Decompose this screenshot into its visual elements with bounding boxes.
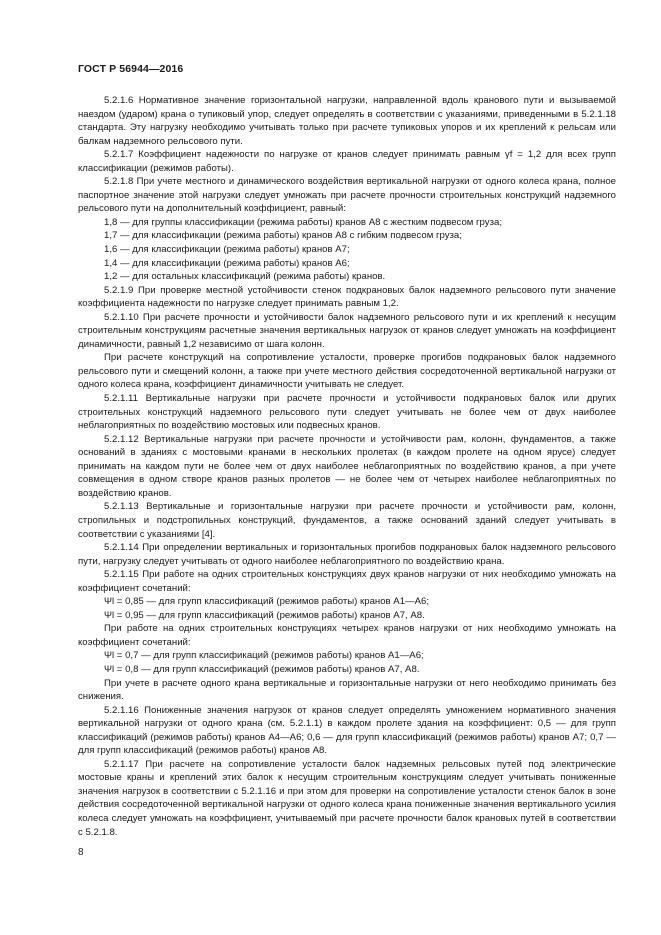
list-item: 1,7 — для классификации (режима работы) кранов А8 с гибким подвесом груза; bbox=[104, 230, 462, 242]
list-item: Ψl = 0,7 — для групп классификаций (режимов работы) кранов А1—А6; bbox=[104, 650, 424, 662]
paragraph: 5.2.1.8 При учете местного и динамического воздействия вертикальной нагрузки от одного колеса крана, полное паспортное значение этой нагрузки следует умножать при расчете прочности строительных конструкций надземного рельсового пути на дополнительный коэффициент, равный: bbox=[78, 176, 616, 215]
paragraph: При учете в расчете одного крана вертикальные и горизонтальные нагрузки от него необходимо принимать без снижения. bbox=[78, 677, 616, 703]
paragraph: 5.2.1.17 При расчете на сопротивление усталости балок надземных рельсовых путей под электрические мостовые краны и креплений этих балок к несущим строительным конструкциям следует учитывать пониженные значения нагрузок в соответствии с 5.2.1.16 и при этом для проверки на сопротивление усталости стенок балок в зоне действия сосредоточенной вертикальной нагрузки от одного колеса крана пониженные значения вертикального усилия колеса следует умножать на коэффициент, учитываемый при расчете прочности балок крановых путей в соответствии с 5.2.1.8. bbox=[78, 758, 616, 838]
paragraph: При расчете конструкций на сопротивление усталости, проверке прогибов подкрановых балок надземного рельсового пути и смещений колонн, а также при учете местного действия сосредоточенной вертикальной нагрузки от одного колеса крана, коэффициент динамичности учитывать не следует. bbox=[78, 352, 616, 391]
list-item: Ψl = 0,8 — для групп классификаций (режимов работы) кранов А7, А8. bbox=[104, 663, 420, 675]
paragraph: 5.2.1.10 При расчете прочности и устойчивости балок надземного рельсового пути и их креплений к несущим строительным конструкциям расчетные значения вертикальных нагрузок от кранов следует умножать на коэффициент динамичности, равный 1,2 независимо от шага колонн. bbox=[78, 311, 616, 350]
paragraph: 5.2.1.12 Вертикальные нагрузки при расчете прочности и устойчивости рам, колонн, фундаментов, а также оснований в зданиях с мостовыми кранами в нескольких пролетах (в каждом пролете на одном ярусе) следует принимать на каждом пути не более чем от двух наиболее неблагоприятных по воздействию кранов, а при учете совмещения в одном створе кранов разных пролетов — не более чем от четырех наиболее неблагоприятных по воздействию кранов. bbox=[78, 433, 616, 499]
paragraph: При работе на одних строительных конструкциях четырех кранов нагрузки от них необходимо умножать на коэффициент сочетаний: bbox=[78, 623, 616, 648]
paragraph: 5.2.1.6 Нормативное значение горизонтальной нагрузки, направленной вдоль кранового пути и вызываемой наездом (ударом) крана о тупиковый упор, следует определять в соответствии с указаниями, приведенными в 5.2.1.18 стандарта. Эту нагрузку необходимо учитывать только при расчете тупиковых упоров и их креплений к рельсам или балкам надземного рельсового пути. bbox=[78, 95, 616, 147]
paragraph: 5.2.1.15 При работе на одних строительных конструкциях двух кранов нагрузки от них необходимо умножать на коэффициент сочетаний: bbox=[78, 569, 616, 594]
list-item: Ψl = 0,85 — для групп классификаций (режимов работы) кранов А1—А6; bbox=[104, 596, 430, 608]
paragraph: 5.2.1.7 Коэффициент надежности по нагрузке от кранов следует принимать равным γf = 1,2 для всех групп классификации (режимов работы). bbox=[78, 149, 616, 174]
paragraph: 5.2.1.14 При определении вертикальных и горизонтальных прогибов подкрановых балок надземного рельсового пути, нагрузку следует учитывать от одного наиболее неблагоприятного по воздействию крана. bbox=[78, 542, 616, 567]
list-item: 1,6 — для классификации (режима работы) кранов А7; bbox=[104, 244, 350, 256]
document-body bbox=[78, 94, 616, 839]
list-item: 1,4 — для классификации (режима работы) кранов А6; bbox=[104, 257, 350, 269]
page-number: 8 bbox=[78, 847, 84, 858]
paragraph: 5.2.1.16 Пониженные значения нагрузок от кранов следует определять умножением нормативного значения вертикальной нагрузки от одного крана (см. 5.2.1.1) в каждом пролете здания на коэффициент: 0,5 — для групп классификаций (режимов работы) кранов А4—А6; 0,6 — для групп классификаций (режимов работы) кранов А7; 0,7 — для групп классификаций (режимов работы) кранов А8. bbox=[78, 704, 616, 757]
list-item: 1,8 — для группы классификации (режима работы) кранов А8 с жестким подвесом груза; bbox=[104, 216, 502, 228]
paragraph: 5.2.1.11 Вертикальные нагрузки при расчете прочности и устойчивости подкрановых балок или других строительных конструкций надземного рельсового пути следует учитывать не более чем от двух наиболее неблагоприятных по воздействию мостовых или подвесных кранов. bbox=[78, 393, 616, 432]
list-item: 1,2 — для остальных классификаций (режима работы) кранов. bbox=[104, 271, 386, 283]
document-header: ГОСТ Р 56944—2016 bbox=[78, 63, 184, 75]
list-item: Ψl = 0,95 — для групп классификаций (режимов работы) кранов А7, А8. bbox=[104, 609, 425, 621]
paragraph: 5.2.1.13 Вертикальные и горизонтальные нагрузки при расчете прочности и устойчивости рам, колонн, стропильных и подстропильных конструкций, фундаментов, а также оснований зданий следует учитывать в соответствии с указаниями [4]. bbox=[78, 501, 616, 540]
paragraph: 5.2.1.9 При проверке местной устойчивости стенок подкрановых балок надземного рельсового пути значение коэффициента надежности по нагрузке следует принимать равным 1,2. bbox=[78, 284, 616, 310]
